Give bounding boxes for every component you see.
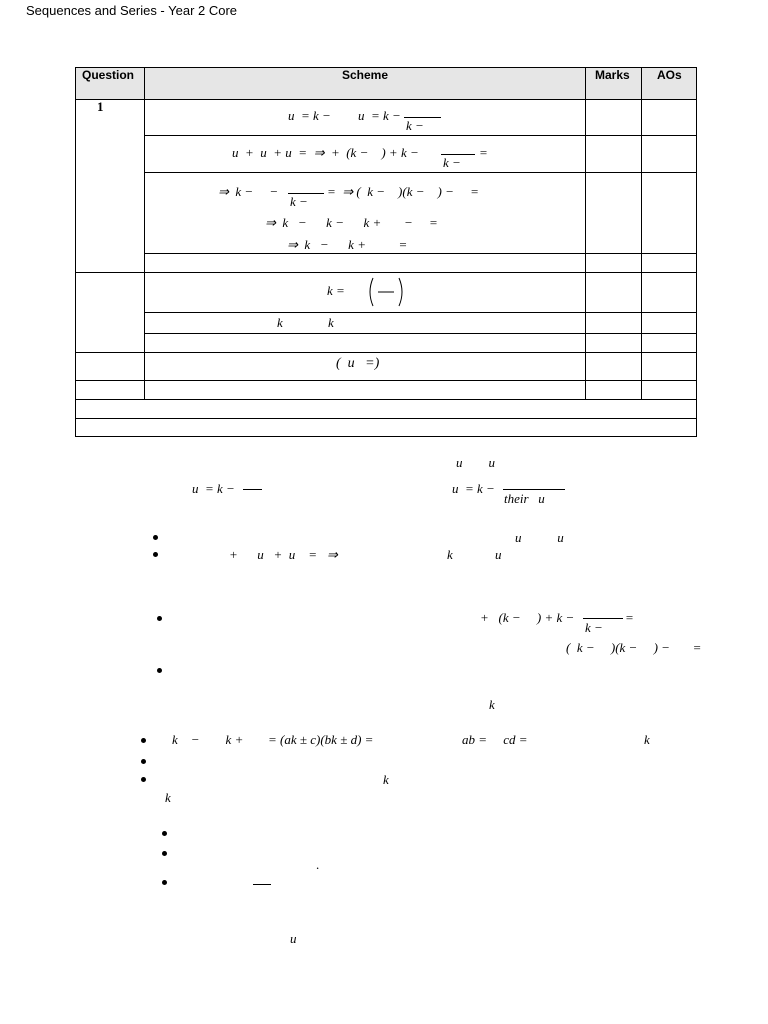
bullet [153, 552, 158, 557]
note-2-u: u [495, 547, 502, 562]
note-2-terms: u u [515, 530, 564, 545]
header-question: Question [82, 68, 135, 82]
note-5-coefficients: ab = cd = [462, 732, 528, 747]
note-5-factor-form: = (ak ± c)(bk ± d) = [268, 732, 374, 747]
note-1-formula-b: u = k − [452, 481, 495, 496]
fraction-bar [503, 489, 565, 490]
note-6-k-b: k [165, 790, 171, 805]
bullet [153, 535, 158, 540]
scheme-r8: ( u =) [336, 356, 380, 371]
note-1-terms: u u [456, 455, 495, 470]
bullet [141, 759, 146, 764]
header-aos: AOs [657, 68, 682, 82]
note-3-equation: + (k − ) + k − [480, 610, 575, 625]
note-5-k: k [644, 732, 650, 747]
scheme-r6-k-a: k [277, 315, 283, 330]
note-5-quadratic: k − k + [172, 732, 244, 747]
note-3-factorised: ( k − )(k − ) − = [566, 640, 702, 655]
bullet [157, 668, 162, 673]
scheme-r3-denominator: k − [290, 194, 308, 209]
note-3-denominator: k − [585, 620, 603, 635]
note-2-k: k [447, 547, 453, 562]
fraction-bar [243, 489, 262, 490]
bullet [157, 616, 162, 621]
bullet [141, 777, 146, 782]
bullet [162, 851, 167, 856]
note-8-u: u [290, 931, 297, 946]
scheme-r2-equals: = [479, 145, 488, 160]
scheme-r1-term-b: u = k − [358, 108, 401, 123]
note-2-sum: + u + u = ⇒ [229, 547, 338, 562]
scheme-r3-line2: ⇒ k − k − k + − = [265, 215, 438, 230]
scheme-r2-denominator: k − [443, 155, 461, 170]
scheme-r3-line1-b: = ⇒ ( k − )(k − ) − = [327, 184, 479, 199]
scheme-r5-k-equals: k = [327, 283, 345, 298]
scheme-r3-line3: ⇒ k − k + = [287, 237, 408, 252]
scheme-r1-term-a: u = k − [288, 108, 331, 123]
note-1-formula: u = k − [192, 481, 235, 496]
bracketed-fraction [366, 276, 406, 308]
scheme-r3-line1-a: ⇒ k − − [218, 184, 279, 199]
header-scheme: Scheme [342, 68, 389, 82]
note-4-k: k [489, 697, 495, 712]
note-7-dot: . [316, 857, 320, 872]
fraction-bar [583, 618, 623, 619]
scheme-r2-equation: u + u + u = ⇒ + (k − ) + k − [232, 145, 419, 160]
header-marks: Marks [595, 68, 630, 82]
note-3-equals: = [625, 610, 634, 625]
note-6-k: k [383, 772, 389, 787]
bullet [162, 831, 167, 836]
page-header: Sequences and Series - Year 2 Core [26, 3, 238, 18]
question-number: 1 [97, 99, 104, 114]
bullet [141, 738, 146, 743]
fraction-bar [253, 884, 271, 885]
scheme-r1-denominator: k − [406, 118, 424, 133]
scheme-r6-k-b: k [328, 315, 334, 330]
note-1-denominator: their u [504, 491, 545, 506]
bullet [162, 880, 167, 885]
